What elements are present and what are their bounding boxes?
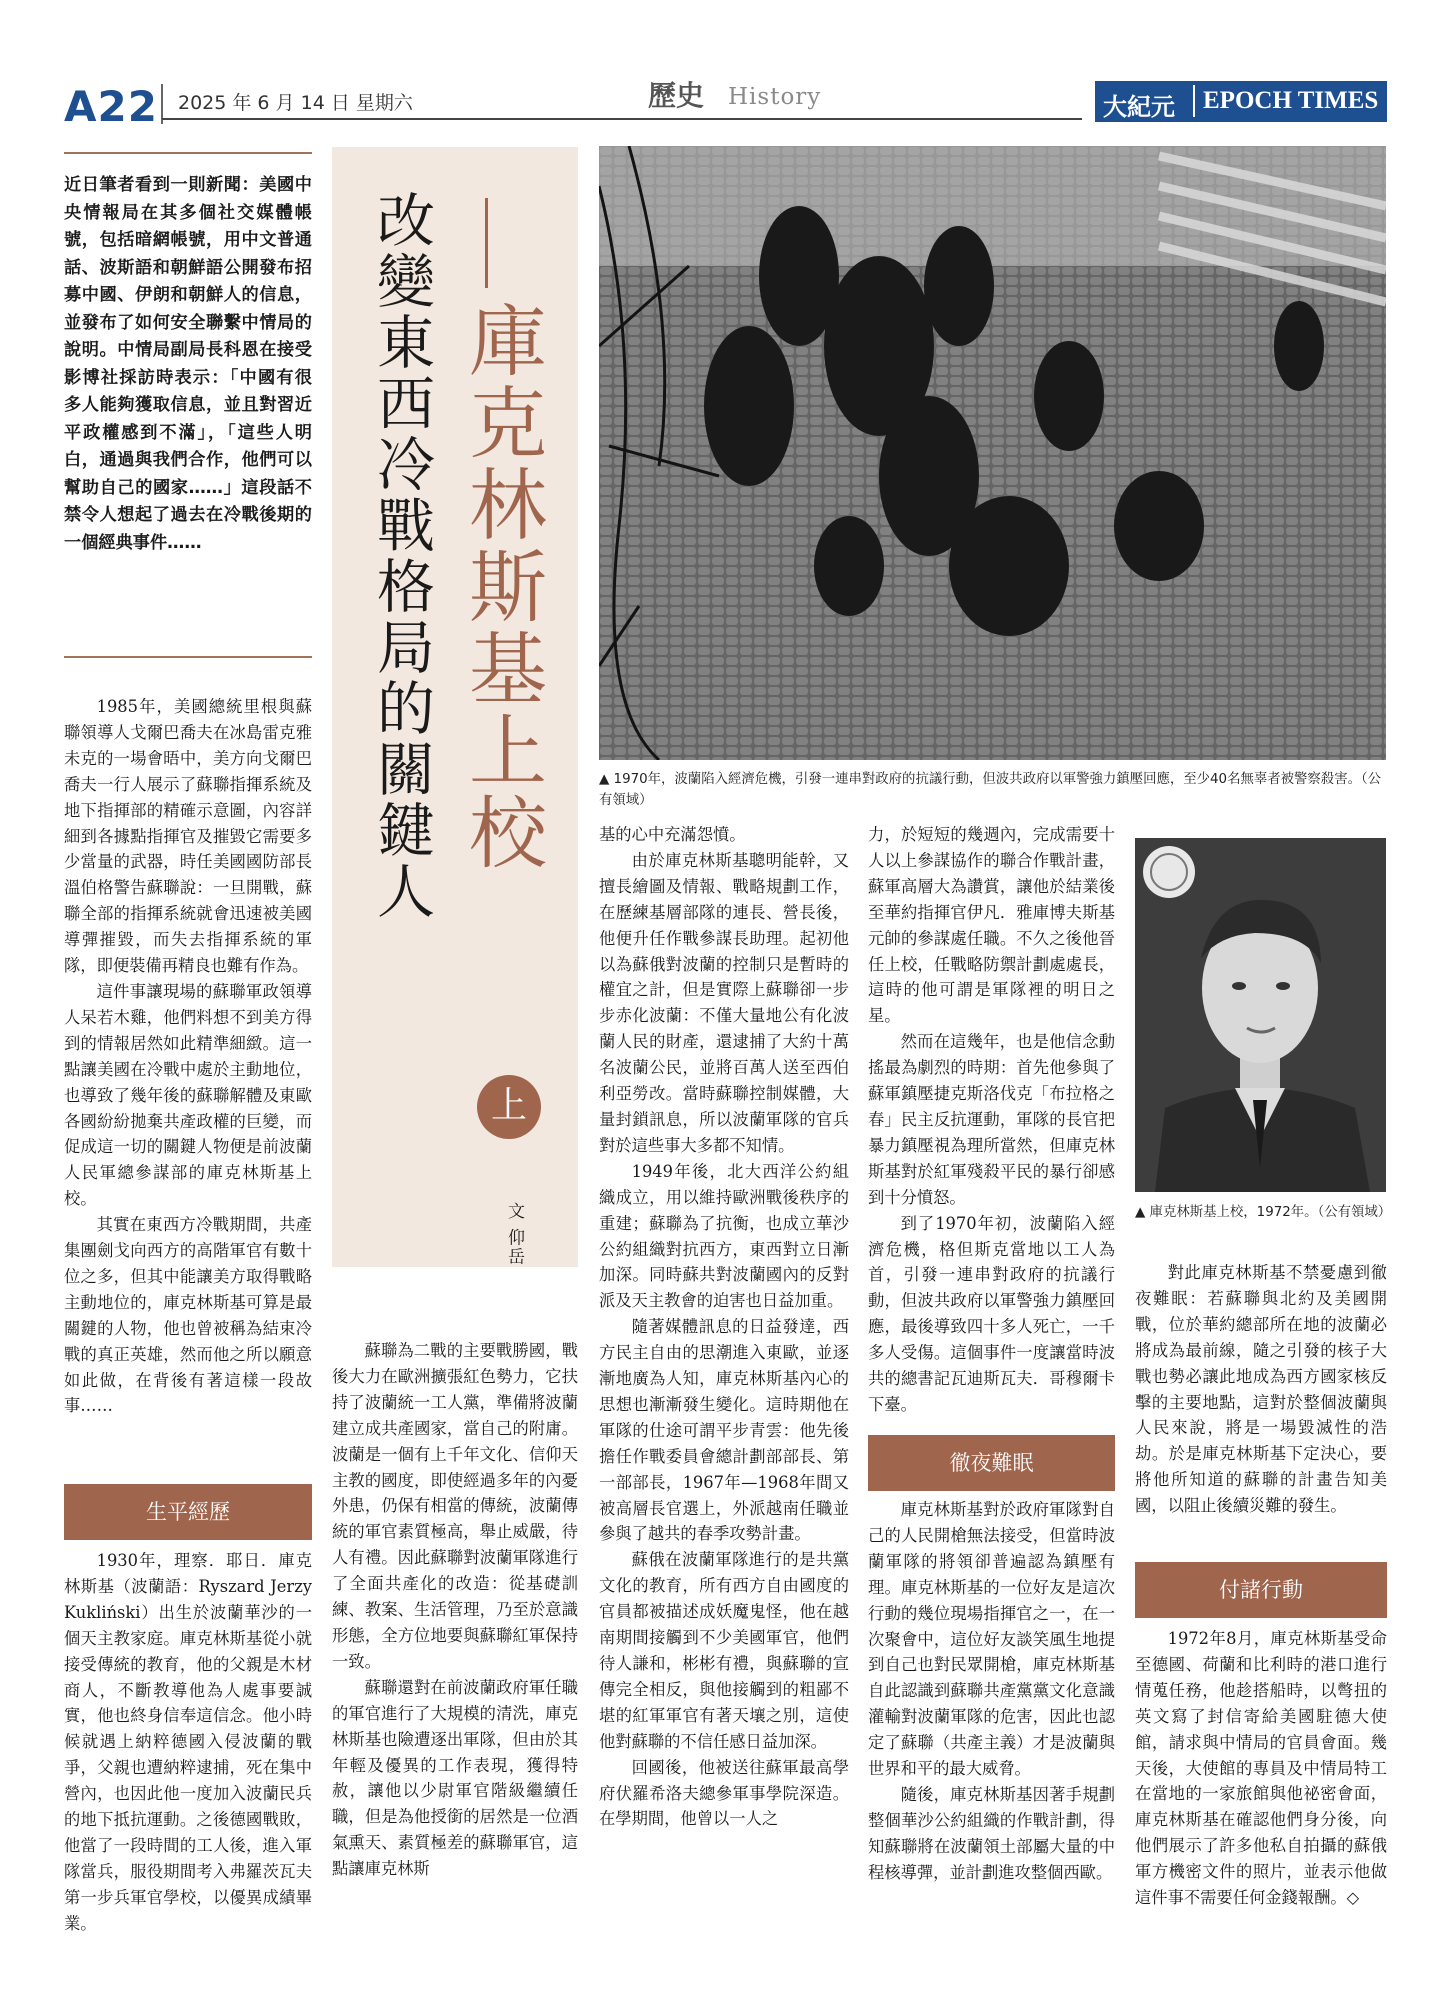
article-column-4 (868, 822, 1115, 1418)
protest-photo (599, 146, 1386, 760)
paragraph: 基的心中充滿怨憤。 (599, 825, 746, 844)
issue-date: 2025 年 6 月 14 日 星期六 (178, 92, 413, 114)
title-dash (485, 198, 488, 288)
subheadline: 改變東西冷戰格局的關鍵人 (367, 190, 435, 922)
subhead-action: 付諸行動 (1135, 1562, 1387, 1618)
paragraph: 其實在東西方冷戰期間，共產集團劍戈向西方的高階軍官有數十位之多，但其中能讓美方取得戰略主動地位的，庫克林斯基可算是最關鍵的人物，他也曾被稱為結束冷戰的真正英雄，然而他之所以願意如此做，在背後有著這樣一段故事…… (64, 1215, 312, 1416)
paragraph: 隨著媒體訊息的日益發達，西方民主自由的思潮進入東歐，並逐漸地廣為人知，庫克林斯基內心的思想也漸漸發生變化。這時期他在軍隊的仕途可謂平步青雲：他先後擔任作戰委員會總計劃部部長、第一部部長，1967年—1968年間又被高層長官選上，外派越南任職並參與了越共的春季攻勢計畫。 (599, 1317, 849, 1544)
paragraph: 蘇俄在波蘭軍隊進行的是共黨文化的教育，所有西方自由國度的官員都被描述成妖魔鬼怪，他在越南期間接觸到不少美國軍官，他們待人謙和，彬彬有禮，與蘇聯的宣傳完全相反，與他接觸到的粗鄙不堪的紅軍軍官有著天壤之別，這使他對蘇聯的不信任感日益加深。 (599, 1550, 849, 1751)
paragraph: 由於庫克林斯基聰明能幹，又擅長繪圖及情報、戰略規劃工作，在歷練基層部隊的連長、營長後，他便升任作戰參謀長助理。起初他以為蘇俄對波蘭的控制只是暫時的權宜之計，但是實際上蘇聯卻一步步赤化波蘭：不僅大量地公有化波蘭人民的財產，還逮捕了大約十萬名波蘭公民，並將百萬人送至西伯利亞勞改。當時蘇聯控制媒體，大量封鎖訊息，所以波蘭軍隊的官兵對於這些事大多都不知情。 (599, 850, 849, 1155)
paragraph: 對此庫克林斯基不禁憂慮到徹夜難眠：若蘇聯與北約及美國開戰，位於華約總部所在地的波蘭必將成為最前線，隨之引發的核子大戰也勢必讓此地成為西方國家核反擊的主要地點，這對於整個波蘭與人民來說，將是一場毀滅性的浩劫。於是庫克林斯基下定決心，要將他所知道的蘇聯的計畫告知美國，以阻止後續災難的發生。 (1135, 1263, 1387, 1516)
masthead-logo (1095, 81, 1387, 122)
section-title-en: History (728, 84, 822, 110)
paragraph: 蘇聯還對在前波蘭政府軍任職的軍官進行了大規模的清洗，庫克林斯基也險遭逐出軍隊，但由於其年輕及優異的工作表現，獲得特赦，讓他以少尉軍官階級繼續任職，但是為他授銜的居然是一位酒氣熏天、素質極差的蘇聯軍官，這點讓庫克林斯 (332, 1677, 578, 1879)
masthead-en: EPOCH TIMES (1203, 87, 1379, 114)
paragraph: 到了1970年初，波蘭陷入經濟危機，格但斯克當地以工人為首，引發一連串對政府的抗議行動，但波共政府以軍警強力鎮壓回應，最後導致四十多人死亡，一千多人受傷。這個事件一度讓當時波共的總書記瓦迪斯瓦夫．哥穆爾卡下臺。 (868, 1213, 1115, 1414)
paragraph: 1930年，理察．耶日．庫克林斯基（波蘭語：Ryszard Jerzy Kukliński）出生於波蘭華沙的一個天主教家庭。庫克林斯基從小就接受傳統的教育，他的父親是木材商人，不斷教導他為人處事要誠實，他也終身信奉這信念。他小時候就遇上納粹德國入侵波蘭的戰爭，父親也遭納粹逮捕，死在集中營內，也因此他一度加入波蘭民兵的地下抵抗運動。之後德國戰敗，他當了一段時間的工人後，進入軍隊當兵，服役期間考入弗羅茨瓦夫第一步兵軍官學校，以優異成績畢業。 (64, 1551, 312, 1933)
paragraph: 1985年，美國總統里根與蘇聯領導人戈爾巴喬夫在冰島雷克雅未克的一場會晤中，美方向戈爾巴喬夫一行人展示了蘇聯指揮系統及地下指揮部的精確示意圖，內容詳細到各據點指揮官及摧毀它需要多少當量的武器，時任美國國防部長溫伯格警告蘇聯說：一旦開戰，蘇聯全部的指揮系統就會迅速被美國導彈摧毀，而失去指揮系統的軍隊，即便裝備再精良也難有作為。 (64, 697, 312, 976)
portrait-photo (1135, 838, 1386, 1192)
article-column-4b (868, 1497, 1115, 1886)
portrait-illustration (1135, 838, 1386, 1192)
section-title: 歷史 (648, 79, 705, 112)
headline: 庫克林斯基上校 (456, 300, 546, 874)
masthead-cn: 大紀元 (1103, 92, 1175, 121)
article-column-1b (64, 1548, 312, 1937)
header-rule (162, 118, 1082, 120)
paragraph: 回國後，他被送往蘇軍最高學府伏羅希洛夫總參軍事學院深造。在學期間，他曾以一人之 (599, 1757, 849, 1829)
paragraph: 1949年後，北大西洋公約組織成立，用以維持歐洲戰後秩序的重建；蘇聯為了抗衡，也成立華沙公約組織對抗西方，東西對立日漸加深。同時蘇共對波蘭國內的反對派及天主教會的迫害也日益加重。 (599, 1161, 849, 1311)
intro-text: 近日筆者看到一則新聞：美國中央情報局在其多個社交媒體帳號，包括暗網帳號，用中文普通話、波斯語和朝鮮語公開發布招募中國、伊朗和朝鮮人的信息，並發布了如何安全聯繫中情局的說明。中情局副局長科恩在接受影博社採訪時表示：「中國有很多人能夠獲取信息，並且對習近平政權感到不滿」，「這些人明白，通過與我們合作，他們可以幫助自己的國家……」這段話不禁令人想起了過去在冷戰後期的一個經典事件…… (64, 175, 312, 553)
paragraph: 然而在這幾年，也是他信念動搖最為劇烈的時期：首先他參與了蘇軍鎮壓捷克斯洛伐克「布拉格之春」民主反抗運動，軍隊的長官把暴力鎮壓視為理所當然，但庫克林斯基對於紅軍殘殺平民的暴行卻感到十分憤怒。 (868, 1032, 1115, 1207)
paragraph: 庫克林斯基對於政府軍隊對自己的人民開槍無法接受，但當時波蘭軍隊的將領卻普遍認為鎮壓有理。庫克林斯基的一位好友是這次行動的幾位現場指揮官之一，在一次聚會中，這位好友談笑風生地提到自己也對民眾開槍，庫克林斯基自此認識到蘇聯共產黨黨文化意識灌輸對波蘭軍隊的危害，因此也認定了蘇聯（共產主義）才是波蘭與世界和平的最大威脅。 (868, 1500, 1115, 1779)
article-column-2 (332, 1338, 578, 1882)
subhead-early-life: 生平經歷 (64, 1484, 312, 1540)
protest-photo-illustration (599, 146, 1386, 760)
paragraph: 蘇聯為二戰的主要戰勝國，戰後大力在歐洲擴張紅色勢力，它扶持了波蘭統一工人黨，準備將波蘭建立成共產國家，當自己的附庸。波蘭是一個有上千年文化、信仰天主教的國度，即使經過多年的內憂外患，仍保有相當的傳統，波蘭傳統的軍官素質極高，舉止威嚴，待人有禮。因此蘇聯對波蘭軍隊進行了全面共產化的改造：從基礎訓練、教案、生活管理，乃至於意識形態，全方位地要與蘇聯紅軍保持一致。 (332, 1341, 578, 1671)
part-badge: 上 (477, 1075, 541, 1139)
page-number: A22 (64, 82, 158, 131)
paragraph: 1972年8月，庫克林斯基受命至德國、荷蘭和比利時的港口進行情蒐任務，他趁搭船時，以彆扭的英文寫了封信寄給美國駐德大使館，請求與中情局的官員會面。幾天後，大使館的專員及中情局特工在當地的一家旅館與他祕密會面，庫克林斯基在確認他們身分後，向他們展示了許多他私自拍攝的蘇俄軍方機密文件的照片，並表示他做這件事不需要任何金錢報酬。◇ (1135, 1629, 1387, 1908)
photo1-caption: ▲ 1970年，波蘭陷入經濟危機，引發一連串對政府的抗議行動，但波共政府以軍警強力鎮壓回應，至少40名無辜者被警察殺害。（公有領域） (599, 772, 1382, 808)
intro-bottom-rule (64, 656, 312, 658)
masthead-divider (1193, 85, 1195, 117)
article-column-1 (64, 694, 312, 1419)
paragraph: 力，於短短的幾週內，完成需要十人以上參謀協作的聯合作戰計畫，蘇軍高層大為讚賞，讓他於結業後至華約指揮官伊凡．雅庫博夫斯基元帥的參謀處任職。不久之後他晉任上校，任戰略防禦計劃處處長，這時的他可謂是軍隊裡的明日之星。 (868, 825, 1115, 1026)
byline: 文 仰岳 (504, 1202, 524, 1267)
paragraph: 這件事讓現場的蘇聯軍政領導人呆若木雞，他們料想不到美方得到的情報居然如此精準細緻。這一點讓美國在冷戰中處於主動地位，也導致了幾年後的蘇聯解體及東歐各國紛紛拋棄共產政權的巨變，而促成這一切的關鍵人物便是前波蘭人民軍總參謀部的庫克林斯基上校。 (64, 981, 312, 1209)
intro-top-rule (64, 152, 312, 154)
subhead-sleepless: 徹夜難眠 (868, 1435, 1115, 1491)
article-column-5 (1135, 1260, 1387, 1519)
article-column-5b (1135, 1626, 1387, 1911)
paragraph: 隨後，庫克林斯基因著手規劃整個華沙公約組織的作戰計劃，得知蘇聯將在波蘭領土部屬大量的中程核導彈，並計劃進攻整個西歐。 (868, 1784, 1115, 1882)
photo2-caption: ▲ 庫克林斯基上校，1972年。（公有領域） (1135, 1205, 1392, 1220)
article-column-3 (599, 822, 849, 1832)
